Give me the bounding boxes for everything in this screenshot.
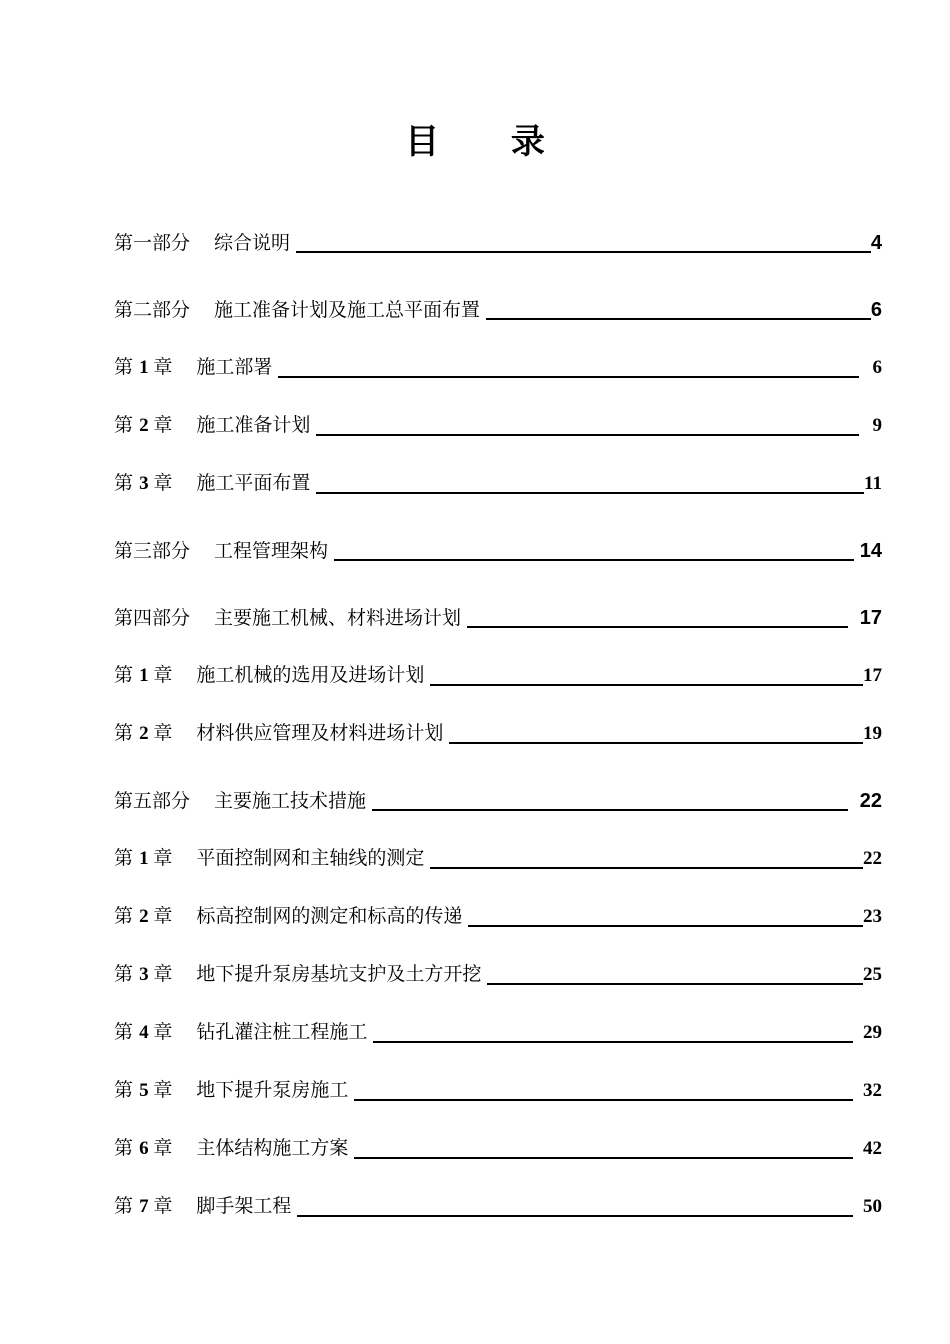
toc-leader-line — [467, 626, 848, 628]
toc-chapter-prefix: 第 — [114, 905, 134, 927]
toc-leader-line — [486, 318, 871, 320]
toc-entry-title: 标高控制网的测定和标高的传递 — [196, 905, 463, 927]
toc-leader-line — [316, 434, 858, 436]
toc-chapter-suffix: 章 — [153, 664, 173, 686]
toc-entry-label — [114, 606, 461, 631]
toc-page-number: 50 — [863, 1196, 882, 1217]
toc-entry-label — [114, 1136, 348, 1162]
toc-entry-title: 平面控制网和主轴线的测定 — [196, 847, 425, 869]
toc-part-prefix: 第三部分 — [114, 540, 191, 562]
toc-leader-line — [373, 1041, 853, 1043]
toc-chapter-row[interactable] — [114, 353, 882, 381]
toc-leader-line — [278, 376, 858, 378]
toc-title: 目 录 — [405, 122, 575, 162]
toc-entry-title: 综合说明 — [214, 232, 291, 254]
toc-leader-line — [354, 1099, 853, 1101]
toc-chapter-number: 3 — [139, 964, 154, 985]
toc-page-number: 23 — [863, 906, 882, 927]
toc-chapter-prefix: 第 — [114, 847, 134, 869]
toc-entry-label — [114, 789, 366, 814]
toc-leader-line — [487, 983, 863, 985]
toc-entry-label — [114, 413, 310, 439]
toc-part-row[interactable] — [114, 786, 882, 814]
toc-entry-title: 钻孔灌注桩工程施工 — [196, 1021, 368, 1043]
toc-chapter-suffix: 章 — [153, 1195, 173, 1217]
toc-leader-line — [316, 492, 864, 494]
toc-leader-line — [297, 1215, 853, 1217]
toc-part-row[interactable] — [114, 603, 882, 631]
toc-page-number: 22 — [863, 848, 882, 869]
toc-chapter-number: 5 — [139, 1080, 154, 1101]
toc-chapter-prefix: 第 — [114, 1137, 134, 1159]
toc-part-row[interactable] — [114, 228, 882, 256]
toc-chapter-number: 4 — [139, 1022, 154, 1043]
toc-chapter-prefix: 第 — [114, 1021, 134, 1043]
toc-chapter-number: 2 — [139, 415, 154, 436]
toc-page-number: 42 — [863, 1138, 882, 1159]
toc-chapter-number: 2 — [139, 906, 154, 927]
toc-chapter-row[interactable] — [114, 661, 882, 689]
toc-chapter-row[interactable] — [114, 719, 882, 747]
toc-part-prefix: 第一部分 — [114, 232, 191, 254]
toc-leader-line — [430, 867, 863, 869]
toc-page-number: 32 — [863, 1080, 882, 1101]
toc-entry-title: 地下提升泵房施工 — [196, 1079, 349, 1101]
toc-entry-label — [114, 1078, 348, 1104]
toc-chapter-row[interactable] — [114, 469, 882, 497]
toc-entry-title: 主要施工技术措施 — [214, 790, 367, 812]
toc-leader-line — [354, 1157, 853, 1159]
toc-entry-label — [114, 539, 328, 564]
toc-entry-title: 施工准备计划及施工总平面布置 — [214, 299, 481, 321]
toc-chapter-suffix: 章 — [153, 356, 173, 378]
toc-chapter-number: 1 — [139, 665, 154, 686]
toc-chapter-suffix: 章 — [153, 472, 173, 494]
toc-page-number: 6 — [870, 299, 882, 321]
toc-chapter-suffix: 章 — [153, 1137, 173, 1159]
toc-chapter-number: 1 — [139, 357, 154, 378]
toc-chapter-suffix: 章 — [153, 722, 173, 744]
toc-page-number: 6 — [872, 357, 882, 378]
toc-entry-title: 主要施工机械、材料进场计划 — [214, 607, 462, 629]
toc-part-prefix: 第四部分 — [114, 607, 191, 629]
toc-chapter-prefix: 第 — [114, 722, 134, 744]
toc-entry-title: 工程管理架构 — [214, 540, 329, 562]
toc-chapter-suffix: 章 — [153, 1021, 173, 1043]
toc-chapter-number: 3 — [139, 473, 154, 494]
toc-chapter-row[interactable] — [114, 1076, 882, 1104]
toc-chapter-row[interactable] — [114, 844, 882, 872]
toc-page-number: 19 — [863, 723, 882, 744]
toc-page-number: 25 — [863, 964, 882, 985]
toc-entry-title: 脚手架工程 — [196, 1195, 292, 1217]
toc-entry-title: 施工平面布置 — [196, 472, 311, 494]
toc-chapter-number: 2 — [139, 723, 154, 744]
toc-entry-label — [114, 846, 424, 872]
toc-page-number: 29 — [863, 1022, 882, 1043]
toc-chapter-row[interactable] — [114, 1192, 882, 1220]
toc-entry-label — [114, 298, 480, 323]
toc-entry-title: 施工部署 — [196, 356, 273, 378]
toc-chapter-suffix: 章 — [153, 905, 173, 927]
toc-entry-label — [114, 904, 462, 930]
toc-chapter-row[interactable] — [114, 411, 882, 439]
toc-page-number: 4 — [870, 232, 882, 254]
toc-chapter-prefix: 第 — [114, 664, 134, 686]
toc-page-number: 14 — [859, 540, 882, 562]
toc-chapter-suffix: 章 — [153, 963, 173, 985]
toc-page-number: 17 — [863, 665, 882, 686]
toc-chapter-row[interactable] — [114, 902, 882, 930]
toc-part-prefix: 第二部分 — [114, 299, 191, 321]
toc-chapter-suffix: 章 — [153, 847, 173, 869]
toc-leader-line — [372, 809, 848, 811]
toc-chapter-prefix: 第 — [114, 472, 134, 494]
toc-chapter-prefix: 第 — [114, 356, 134, 378]
toc-chapter-number: 7 — [139, 1196, 154, 1217]
toc-page-number: 17 — [859, 607, 882, 629]
toc-chapter-prefix: 第 — [114, 1195, 134, 1217]
toc-chapter-prefix: 第 — [114, 963, 134, 985]
toc-chapter-suffix: 章 — [153, 414, 173, 436]
toc-page-number: 22 — [859, 790, 882, 812]
toc-entry-label — [114, 471, 310, 497]
toc-entry-title: 地下提升泵房基坑支护及土方开挖 — [196, 963, 482, 985]
toc-leader-line — [430, 684, 863, 686]
toc-part-prefix: 第五部分 — [114, 790, 191, 812]
toc-entry-label — [114, 721, 443, 747]
toc-leader-line — [449, 742, 863, 744]
toc-entry-label — [114, 962, 481, 988]
toc-entry-label — [114, 663, 424, 689]
toc-entry-title: 材料供应管理及材料进场计划 — [196, 722, 444, 744]
toc-part-row[interactable] — [114, 295, 882, 323]
toc-chapter-prefix: 第 — [114, 414, 134, 436]
toc-entry-label — [114, 1194, 291, 1220]
toc-leader-line — [296, 251, 871, 253]
toc-chapter-suffix: 章 — [153, 1079, 173, 1101]
toc-entry-label — [114, 1020, 367, 1046]
toc-chapter-row[interactable] — [114, 960, 882, 988]
toc-leader-line — [334, 559, 854, 561]
toc-chapter-prefix: 第 — [114, 1079, 134, 1101]
toc-part-row[interactable] — [114, 536, 882, 564]
toc-entry-title: 主体结构施工方案 — [196, 1137, 349, 1159]
toc-entry-title: 施工机械的选用及进场计划 — [196, 664, 425, 686]
toc-chapter-number: 6 — [139, 1138, 154, 1159]
toc-entry-label — [114, 231, 290, 256]
toc-leader-line — [468, 925, 863, 927]
toc-entry-label — [114, 355, 272, 381]
toc-chapter-row[interactable] — [114, 1134, 882, 1162]
toc-page-number: 9 — [872, 415, 882, 436]
toc-chapter-number: 1 — [139, 848, 154, 869]
toc-page-number: 11 — [864, 473, 882, 494]
toc-entry-title: 施工准备计划 — [196, 414, 311, 436]
toc-chapter-row[interactable] — [114, 1018, 882, 1046]
